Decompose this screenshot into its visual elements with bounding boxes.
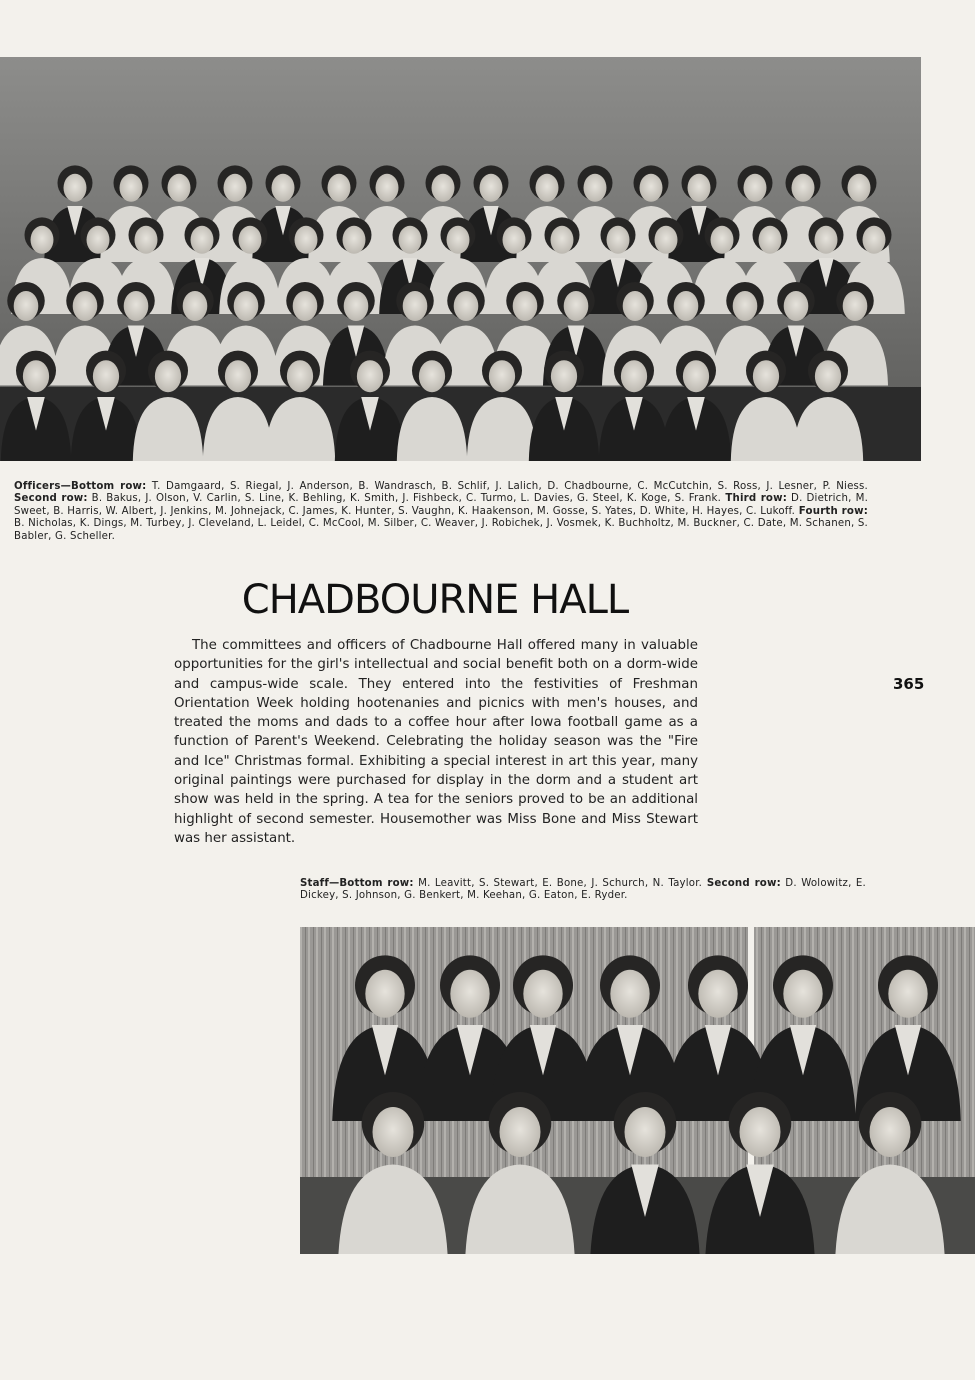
officers-caption-row4: B. Nicholas, K. Dings, M. Turbey, J. Cleveland, L. Leidel, C. McCool, M. Silber, C. Weaver, J. Robichek, J. Vosmek, K. Buchholtz, M. Buckner, C. Date, M. Schanen, S. Babler, G. Scheller.: [14, 518, 868, 542]
officers-caption-heading: Officers—Bottom row:: [14, 481, 147, 492]
staff-caption-row1: M. Leavitt, S. Stewart, E. Bone, J. Schurch, N. Taylor.: [413, 878, 703, 889]
staff-group-photo: [300, 927, 975, 1254]
staff-caption-label2: Second row:: [702, 878, 781, 889]
officers-caption-row1: T. Damgaard, S. Riegal, J. Anderson, B. Wandrasch, B. Schlif, J. Lalich, D. Chadbourne, C. McCutchin, S. Ross, J. Lesner, P. Niess.: [146, 481, 868, 492]
officers-caption-label2: Second row:: [14, 493, 88, 505]
officers-caption-row3: D. Dietrich, M. Sweet, B. Harris, W. Albert, J. Jenkins, M. Johnejack, C. James, K. Hunter, S. Vaughn, K. Haakenson, M. Gosse, S. Yates, D. White, H. Hayes, C. Lukoff.: [14, 493, 869, 517]
officers-group-photo: [0, 57, 921, 461]
article-body: The committees and officers of Chadbourne Hall offered many in valuable opportunities for the girl's intellectual and social benefit both on a dorm-wide and campus-wide scale. They entered into the festivities of Freshman Orientation Week holding hootenanies and picnics with men's houses, and treated the moms and dads to a coffee hour after Iowa football game as a function of Parent's Weekend. Celebrating the holiday season was the "Fire and Ice" Christmas formal. Exhibiting a special interest in art this year, many original paintings were purchased for display in the dorm and a student art show was held in the spring. A tea for the seniors proved to be an additional highlight of second semester. Housemother was Miss Bone and Miss Stewart was her assistant.: [174, 638, 698, 846]
staff-caption: [300, 878, 866, 903]
officers-caption-row2: B. Bakus, J. Olson, V. Carlin, S. Line, K. Behling, K. Smith, J. Fishbeck, C. Turmo, L. Davies, G. Steel, K. Koge, S. Frank.: [87, 493, 722, 505]
page-number: 365: [893, 675, 925, 693]
page-title: CHADBOURNE HALL: [241, 577, 629, 623]
staff-caption-row2: D. Wolowitz, E. Dickey, S. Johnson, G. Benkert, M. Keehan, G. Eaton, E. Ryder.: [300, 878, 866, 902]
staff-photo-illustration: [300, 927, 975, 1254]
officers-photo-illustration: [0, 57, 921, 461]
officers-caption: [14, 481, 868, 543]
staff-caption-heading: Staff—Bottom row:: [300, 878, 414, 889]
officers-caption-label3: Third row:: [721, 493, 788, 505]
officers-caption-label4: Fourth row:: [795, 505, 868, 517]
